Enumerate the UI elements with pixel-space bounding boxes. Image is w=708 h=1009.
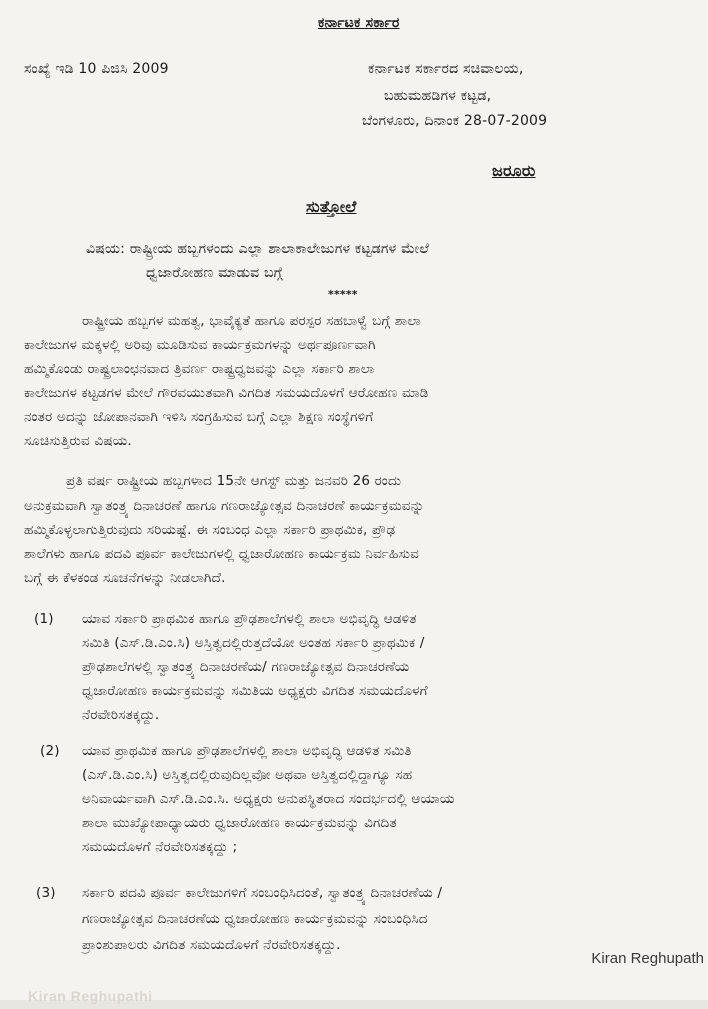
paragraph-line: ಹಮ್ಮಿಕೊಳ್ಳಲಾಗುತ್ತಿರುವುದು ಸರಿಯಷ್ಟೆ. ಈ ಸಂಬಂಧ ಎಲ್ಲಾ ಸರ್ಕಾರಿ ಪ್ರಾಥಮಿಕ, ಪ್ರೌಢ bbox=[24, 522, 396, 538]
watermark-signature: Kiran Reghupath bbox=[591, 950, 704, 967]
subject-line1: ವಿಷಯ: ರಾಷ್ಟ್ರೀಯ ಹಬ್ಬಗಳಂದು ಎಲ್ಲಾ ಶಾಲಾಕಾಲೇಜುಗಳ ಕಟ್ಟಡಗಳ ಮೇಲೆ bbox=[86, 241, 430, 257]
item-line: ಶಾಲಾ ಮುಖ್ಯೋಪಾಧ್ಯಾಯರು ಧ್ವಜಾರೋಹಣ ಕಾರ್ಯಕ್ರಮವನ್ನು ವಿಗದಿತ bbox=[82, 815, 397, 831]
office-address-line1: ಕರ್ನಾಟಕ ಸರ್ಕಾರದ ಸಚಿವಾಲಯ, bbox=[368, 61, 524, 77]
paragraph-line: ನಂತರ ಅದನ್ನು ಜೋಪಾನವಾಗಿ ಇಳಿಸಿ ಸಂಗ್ರಹಿಸುವ ಬಗ್ಗೆ ಎಲ್ಲಾ ಶಿಕ್ಷಣ ಸಂಸ್ಥೆಗಳಿಗೆ bbox=[24, 409, 374, 425]
item-number: (2) bbox=[40, 743, 60, 759]
item-line: ಧ್ವಜಾರೋಹಣ ಕಾರ್ಯಕ್ರಮವನ್ನು ಸಮಿತಿಯ ಅಧ್ಯಕ್ಷರು ವಿಗದಿತ ಸಮಯದೊಳಗೆ bbox=[82, 683, 428, 699]
item-line: ಪ್ರೌಢಶಾಲೆಗಳಲ್ಲಿ ಸ್ವಾತಂತ್ರ್ಯ ದಿನಾಚರಣೆಯ/ ಗಣರಾಜ್ಯೋತ್ಸವ ದಿನಾಚರಣೆಯ bbox=[82, 659, 410, 675]
watermark-bottom: Kiran Reghupathi bbox=[28, 988, 153, 1004]
date-line: ಬೆಂಗಳೂರು, ದಿನಾಂಕ 28-07-2009 bbox=[362, 113, 548, 129]
paragraph-line: ಬಗ್ಗೆ ಈ ಕೆಳಕಂಡ ಸೂಚನೆಗಳನ್ನು ನೀಡಲಾಗಿದೆ. bbox=[24, 570, 226, 586]
item-line: ಸರ್ಕಾರಿ ಪದವಿ ಪೂರ್ವ ಕಾಲೇಜುಗಳಿಗೆ ಸಂಬಂಧಿಸಿದಂತೆ, ಸ್ವಾತಂತ್ರ್ಯ ದಿನಾಚರಣೆಯ / bbox=[82, 885, 443, 901]
item-line: ಪ್ರಾಂಶುಪಾಲರು ವಿಗದಿತ ಸಮಯದೊಳಗೆ ನೆರವೇರಿಸತಕ್ಕದ್ದು. bbox=[82, 937, 341, 953]
circular-title: ಸುತ್ತೋಲೆ bbox=[306, 197, 357, 216]
paragraph-line: ಕಾಲೇಜುಗಳ ಮಕ್ಕಳಲ್ಲಿ ಅರಿವು ಮೂಡಿಸುವ ಕಾರ್ಯಕ್ರಮಗಳನ್ನು ಅರ್ಥಪೂರ್ಣವಾಗಿ bbox=[24, 337, 376, 353]
item-line: ಯಾವ ಪ್ರಾಥಮಿಕ ಹಾಗೂ ಪ್ರೌಢಶಾಲೆಗಳಲ್ಲಿ ಶಾಲಾ ಅಭಿವೃದ್ಧಿ ಆಡಳಿತ ಸಮಿತಿ bbox=[82, 743, 412, 759]
urgent-label: ಜರೂರು bbox=[492, 161, 536, 180]
item-line: ಸಮಯದೊಳಗೆ ನೆರವೇರಿಸತಕ್ಕದ್ದು ; bbox=[82, 839, 238, 855]
order-number: ಸಂಖ್ಯೆ ಇಡಿ 10 ಪಿಜಿಸಿ 2009 bbox=[24, 61, 169, 77]
paragraph-line: ಕಾಲೇಜುಗಳ ಕಟ್ಟಡಗಳ ಮೇಲೆ ಗೌರವಯುತವಾಗಿ ವಿಗದಿತ ಸಮಯದೊಳಗೆ ಆರೋಹಣ ಮಾಡಿ bbox=[24, 385, 429, 401]
paragraph-line: ರಾಷ್ಟ್ರೀಯ ಹಬ್ಬಗಳ ಮಹತ್ವ, ಭಾವೈಕ್ಯತೆ ಹಾಗೂ ಪರಸ್ಪರ ಸಹಬಾಳ್ವೆ ಬಗ್ಗೆ ಶಾಲಾ bbox=[82, 313, 421, 329]
paragraph-line: ಸೂಚಿಸುತ್ತಿರುವ ವಿಷಯ. bbox=[24, 433, 132, 449]
item-number: (1) bbox=[34, 611, 54, 627]
item-number: (3) bbox=[36, 885, 56, 901]
item-line: ಅನಿವಾರ್ಯವಾಗಿ ಎಸ್.ಡಿ.ಎಂ.ಸಿ. ಅಧ್ಯಕ್ಷರು ಅನುಪಸ್ಥಿತರಾದ ಸಂದರ್ಭದಲ್ಲಿ ಆಯಾಯ bbox=[82, 791, 455, 807]
subject-separator: ***** bbox=[328, 288, 358, 301]
subject-line2: ಧ್ವಜಾರೋಹಣ ಮಾಡುವ ಬಗ್ಗೆ bbox=[146, 265, 283, 281]
item-line: ನೆರವೇರಿಸತಕ್ಕದ್ದು. bbox=[82, 707, 160, 723]
paragraph-line: ಪ್ರತಿ ವರ್ಷ ರಾಷ್ಟ್ರೀಯ ಹಬ್ಬಗಳಾದ 15ನೇ ಆಗಸ್ಟ್ ಮತ್ತು ಜನವರಿ 26 ರಂದು bbox=[66, 473, 402, 489]
office-address-line2: ಬಹುಮಹಡಿಗಳ ಕಟ್ಟಡ, bbox=[384, 88, 492, 104]
item-line: ಯಾವ ಸರ್ಕಾರಿ ಪ್ರಾಥಮಿಕ ಹಾಗೂ ಪ್ರೌಢಶಾಲೆಗಳಲ್ಲಿ ಶಾಲಾ ಅಭಿವೃದ್ಧಿ ಆಡಳಿತ bbox=[82, 611, 417, 627]
item-line: ಗಣರಾಜ್ಯೋತ್ಸವ ದಿನಾಚರಣೆಯ ಧ್ವಜಾರೋಹಣ ಕಾರ್ಯಕ್ರಮವನ್ನು ಸಂಬಂಧಿಸಿದ bbox=[82, 911, 428, 927]
item-line: (ಎಸ್.ಡಿ.ಎಂ.ಸಿ) ಅಸ್ತಿತ್ವದಲ್ಲಿರುವುದಿಲ್ಲವೋ ಅಥವಾ ಅಸ್ತಿತ್ವದಲ್ಲಿದ್ದಾಗ್ಯೂ ಸಹ bbox=[82, 767, 413, 783]
item-line: ಸಮಿತಿ (ಎಸ್.ಡಿ.ಎಂ.ಸಿ) ಅಸ್ತಿತ್ವದಲ್ಲಿರುತ್ತದೆಯೋ ಅಂತಹ ಸರ್ಕಾರಿ ಪ್ರಾಥಮಿಕ / bbox=[82, 635, 425, 651]
paragraph-line: ಅನುಕ್ರಮವಾಗಿ ಸ್ವಾತಂತ್ರ್ಯ ದಿನಾಚರಣೆ ಹಾಗೂ ಗಣರಾಜ್ಯೋತ್ಸವ ದಿನಾಚರಣೆ ಕಾರ್ಯಕ್ರಮವನ್ನು bbox=[24, 498, 425, 514]
government-heading: ಕರ್ನಾಟಕ ಸರ್ಕಾರ bbox=[318, 15, 400, 31]
paragraph-line: ಹಮ್ಮಿಕೊಂಡು ರಾಷ್ಟ್ರಲಾಂಛನವಾದ ತ್ರಿವರ್ಣ ರಾಷ್ಟ್ರಧ್ವಜವನ್ನು ಎಲ್ಲಾ ಸರ್ಕಾರಿ ಶಾಲಾ bbox=[24, 361, 375, 377]
paragraph-line: ಶಾಲೆಗಳು ಹಾಗೂ ಪದವಿ ಪೂರ್ವ ಕಾಲೇಜುಗಳಲ್ಲಿ ಧ್ವಜಾರೋಹಣ ಕಾರ್ಯಕ್ರಮ ನಿರ್ವಹಿಸುವ bbox=[24, 546, 419, 562]
